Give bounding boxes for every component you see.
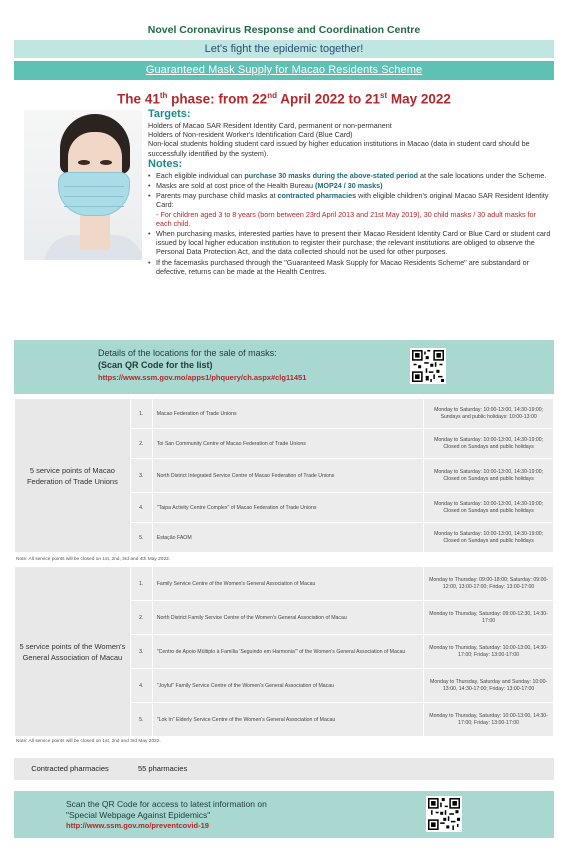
target-line: Holders of Non-resident Worker's Identification Card (Blue Card) (148, 130, 353, 140)
intro-section (14, 108, 554, 340)
note-item: • Parents may purchase child masks at contracted pharmacies with eligible children's original Macao SAR Resident Identity Card: - For children aged 3 to 8 years (born between 23rd April 2013 and 21st May 2019), 30 child masks / 30 adult masks for each child. (148, 191, 552, 228)
locations-title: Details of the locations for the sale of masks: (98, 348, 277, 358)
child-mask-note: - For children aged 3 to 8 years (born between 23rd April 2013 and 21st May 2019), 30 child masks / 30 adult masks for each child. (156, 209, 536, 228)
locations-link[interactable]: https://www.ssm.gov.mo/apps1/phquery/ch.aspx#clg11451 (98, 373, 307, 382)
footer-webpage-name: "Special Webpage Against Epidemics" (66, 810, 211, 820)
service-point-name: Estação FAOM (152, 523, 423, 553)
target-line: Holders of Macao SAR Resident Identity Card, permanent or non-permanent (148, 121, 392, 130)
opening-hours: Monday to Saturday: 10:00-13:00, 14:30-19:00; Closed on Sundays and public holidays (424, 429, 554, 459)
service-point-name: North District Integrated Service Centre of Macao Federation of Trade Unions (152, 459, 423, 493)
service-point-name: Toi San Community Centre of Macao Federation of Trade Unions (152, 429, 423, 459)
service-point-name: "Joyful" Family Service Centre of the Women's General Association of Macau (152, 669, 423, 703)
opening-hours: Monday to Saturday: 10:00-13:00, 14:30-19:00; Closed on Sundays and public holidays (424, 459, 554, 493)
footer-link[interactable]: http://www.ssm.gov.mo/preventcovid-19 (66, 821, 209, 830)
closure-note: Note: All service points will be closed on 1st, 2nd, 3rd and 4th May 2022. (16, 557, 171, 562)
service-point-name: Family Service Centre of the Women's General Association of Macau (152, 567, 423, 601)
qr-code-icon[interactable] (426, 796, 462, 832)
org-title: Novel Coronavirus Response and Coordination Centre (147, 24, 421, 36)
locations-subtitle: (Scan QR Code for the list) (98, 360, 213, 370)
service-point-name: "Taipa Activity Centre Complex" of Macao Federation of Trade Unions (152, 493, 423, 523)
face-mask-icon (58, 172, 130, 216)
opening-hours: Monday to Thursday: 09:00-18:00; Saturday: 09:00-12:00, 13:00-17:00; Friday: 13:00-17:00 (424, 567, 554, 601)
service-point-name: North District Family Service Centre of the Women's General Association of Macau (152, 601, 423, 635)
closure-note: Note: All service points will be closed on 1st, 2nd and 3rd May 2022. (16, 739, 161, 744)
woman-wearing-mask-photo (24, 110, 142, 260)
poster (14, 22, 554, 840)
scheme-title: Guaranteed Mask Supply for Macao Residents Scheme (14, 61, 554, 80)
footer-box (14, 791, 554, 838)
target-line: Non-local students holding student card issued by higher education institutions in Macao (data in student card should be successfully identified by the system). (148, 139, 530, 158)
opening-hours: Monday to Thursday, Saturday and Sunday: 10:00-13:00, 14:30-17:00; Friday: 13:00-17:00 (424, 669, 554, 703)
opening-hours: Monday to Saturday: 10:00-13:00, 14:30-19:00; Sundays and public holidays: 10:00-13:00 (424, 399, 554, 429)
service-point-name: "Lok In" Elderly Service Centre of the Women's General Association of Macau (152, 703, 423, 737)
group-label: 5 service points of Macao Federation of Trade Unions (15, 399, 131, 553)
note-item: • When purchasing masks, interested parties have to present their Macao Resident Identity Card or Blue Card or student card issued by local higher education institution to register their purchase; the relevant institutions are obliged to observe the Personal Data Protection Act, and the data collected should not be used for other purposes. (148, 229, 552, 257)
trade-unions-table: 5 service points of Macao Federation of Trade Unions 1. Macao Federation of Trade Unions Monday to Saturday: 10:00-13:00, 14:30-19:00; Sundays and public holidays: 10:00-13:00 2. Toi San Community Centre of Macao Federation of Trade Unions Monday to Saturday: 10:00-13:00, 14:30-19:00; Closed on Sundays and public holidays 3. North District Integrated Service Centre of Macao Federation of Trade Unions Monday to Saturday: 10:00-13:00, 14:30-19:00; Closed on Sundays and public holidays 4. "Taipa Activity Centre Complex" of Macao Federation of Trade Unions Monday to Saturday: 10:00-13:00, 14:30-19:00; Closed on Sundays and public holidays 5. Estação FAOM Monday to Saturday: 10:00-13:00, 14:30-19:00; Closed on Sundays and public holidays (14, 398, 554, 553)
targets-heading: Targets: (148, 108, 191, 120)
opening-hours: Monday to Thursday, Saturday: 10:00-13:00, 14:30-17:00; Friday: 13:00-17:00 (424, 703, 554, 737)
opening-hours: Monday to Thursday, Saturday: 09:00-12:30, 14:30-17:00 (424, 601, 554, 635)
notes-heading: Notes: (148, 157, 183, 170)
notes-list (148, 171, 552, 276)
phase-title: The 41th phase: from 22nd April 2022 to 21st May 2022 (117, 91, 451, 107)
note-item: • Masks are sold at cost price of the Health Bureau (MOP24 / 30 masks) (148, 181, 552, 190)
slogan-banner: Let's fight the epidemic together! (14, 40, 554, 58)
womens-association-table: 5 service points of the Women's General Association of Macau 1. Family Service Centre of the Women's General Association of Macau Monday to Thursday: 09:00-18:00; Saturday: 09:00-12:00, 13:00-17:00; Friday: 13:00-17:00 2. North District Family Service Centre of the Women's General Association of Macau Monday to Thursday, Saturday: 09:00-12:30, 14:30-17:00 3. "Centro de Apoio Múltiplo à Família 'Seguindo em Harmonia'" of the Women's General Association of Macau Monday to Thursday, Saturday: 10:00-13:00, 14:30-17:00; Friday: 13:00-17:00 4. "Joyful" Family Service Centre of the Women's General Association of Macau Monday to Thursday, Saturday and Sunday: 10:00-13:00, 14:30-17:00; Friday: 13:00-17:00 5. "Lok In" Elderly Service Centre of the Women's General Association of Macau Monday to Thursday, Saturday: 10:00-13:00, 14:30-17:00; Friday: 13:00-17:00 (14, 566, 554, 737)
pharmacies-count: 55 pharmacies (138, 764, 188, 773)
info-text (148, 108, 552, 277)
locations-box (14, 340, 554, 394)
pharmacies-row (14, 758, 554, 780)
footer-text: Scan the QR Code for access to latest information on (66, 799, 267, 809)
service-point-name: "Centro de Apoio Múltiplo à Família 'Seguindo em Harmonia'" of the Women's General Association of Macau (152, 635, 423, 669)
opening-hours: Monday to Saturday: 10:00-13:00, 14:30-19:00; Closed on Sundays and public holidays (424, 523, 554, 553)
opening-hours: Monday to Thursday, Saturday: 10:00-13:00, 14:30-17:00; Friday: 13:00-17:00 (424, 635, 554, 669)
service-point-name: Macao Federation of Trade Unions (152, 399, 423, 429)
group-label: 5 service points of the Women's General Association of Macau (15, 567, 131, 737)
note-item: • Each eligible individual can purchase 30 masks during the above-stated period at the sale locations under the Scheme. (148, 171, 552, 180)
note-item: • If the facemasks purchased through the "Guaranteed Mask Supply for Macao Residents Scheme" are substandard or defective, returns can be made at the Health Centres. (148, 258, 552, 276)
pharmacies-label: Contracted pharmacies (31, 764, 109, 773)
opening-hours: Monday to Saturday: 10:00-13:00, 14:30-19:00; Closed on Sundays and public holidays (424, 493, 554, 523)
qr-code-icon[interactable] (410, 348, 446, 384)
